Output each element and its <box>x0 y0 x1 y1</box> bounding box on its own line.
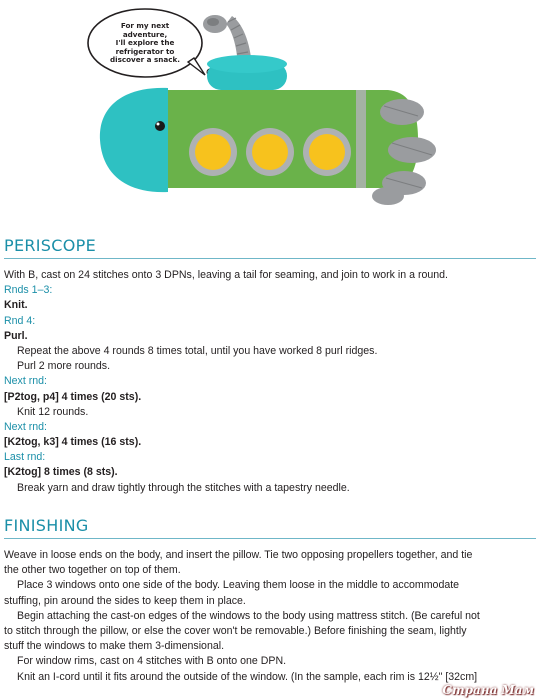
speech-line: discover a snack. <box>109 55 181 65</box>
finishing-line: Place 3 windows onto one side of the body. Leaving them loose in the middle to accommodate <box>17 579 460 592</box>
periscope-line: Knit 12 rounds. <box>17 405 89 418</box>
periscope-line: With B, cast on 24 stitches onto 3 DPNs, leaving a tail for seaming, and join to work in a round. <box>4 269 448 281</box>
periscope-line: Rnd 4: <box>4 314 36 327</box>
finishing-line: Begin attaching the cast-on edges of the windows to the body using mattress stitch. (Be careful not <box>17 609 480 622</box>
finishing-heading: FINISHING <box>4 516 89 535</box>
windows <box>189 128 351 176</box>
periscope-line: [K2tog, k3] 4 times (16 sts). <box>4 436 142 449</box>
finishing-line: stuffing, pin around the sides to keep them in place. <box>4 594 246 607</box>
periscope-body <box>4 268 536 496</box>
speech-line: I'll explore the <box>115 38 175 48</box>
periscope-line: Last rnd: <box>4 451 46 464</box>
finishing-line: stuff the windows to make them 3-dimensional. <box>4 640 225 653</box>
speech-bubble-text <box>100 22 190 65</box>
periscope-line: [P2tog, p4] 4 times (20 sts). <box>4 390 142 403</box>
periscope-line: Knit. <box>4 299 28 312</box>
finishing-body <box>4 548 536 685</box>
submarine-nose <box>100 88 168 192</box>
periscope-line: Break yarn and draw tightly through the stitches with a tapestry needle. <box>17 481 350 494</box>
speech-line: For my next adventure, <box>120 21 170 39</box>
periscope-line: Purl 2 more rounds. <box>17 360 111 373</box>
periscope-line: Purl. <box>4 329 28 342</box>
finishing-line: Weave in loose ends on the body, and insert the pillow. Tie two opposing propellers together, and tie <box>4 549 473 561</box>
periscope-line: Rnds 1–3: <box>4 284 53 297</box>
finishing-line: to stitch through the pillow, or else the cover won't be removable.) Before finishing the seam, lightly <box>4 624 467 637</box>
section-divider <box>4 538 536 539</box>
finishing-line: the other two together on top of them. <box>4 564 181 577</box>
periscope-line: Next rnd: <box>4 375 47 388</box>
periscope-line: Repeat the above 4 rounds 8 times total, until you have worked 8 purl ridges. <box>17 344 378 357</box>
submarine-illustration <box>0 0 540 225</box>
watermark: Страна Мам <box>442 683 534 697</box>
periscope-heading: PERISCOPE <box>4 236 96 255</box>
finishing-line: For window rims, cast on 4 stitches with B onto one DPN. <box>17 655 287 668</box>
eye <box>155 121 165 131</box>
speech-line: refrigerator to <box>115 46 175 56</box>
finishing-line: Knit an I-cord until it fits around the outside of the window. (In the sample, each rim is 12½" [32cm] <box>17 670 478 683</box>
periscope-line: Next rnd: <box>4 420 47 433</box>
section-divider <box>4 258 536 259</box>
periscope-line: [K2tog] 8 times (8 sts). <box>4 466 118 479</box>
